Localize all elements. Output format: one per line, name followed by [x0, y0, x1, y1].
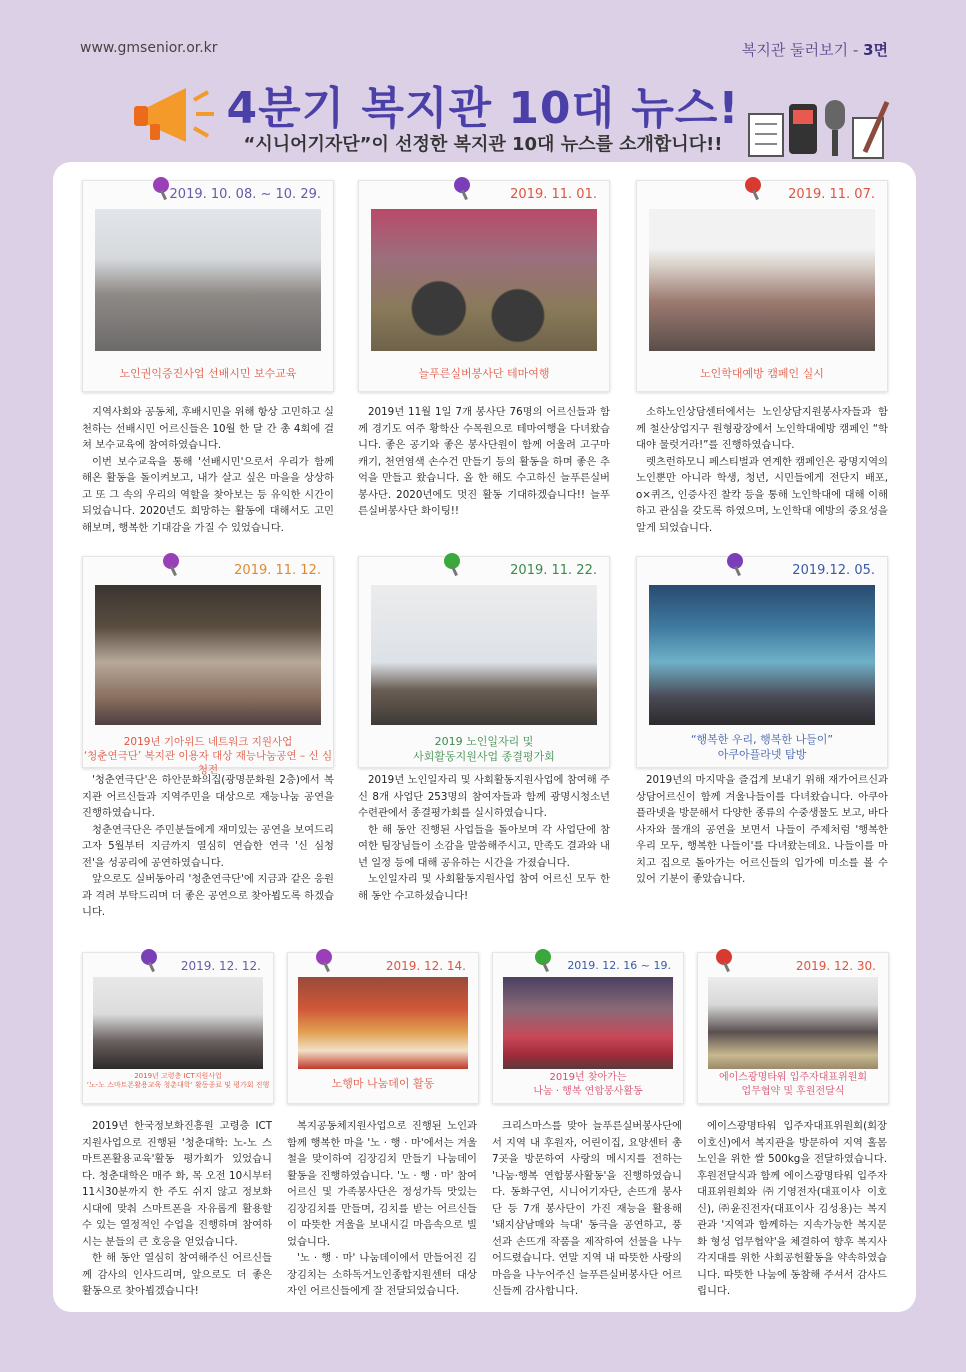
news-body-1: 지역사회와 공동체, 후배시민을 위해 항상 고민하고 실천하는 선배시민 어르신들은 10월 한 달 간 총 4회에 걸쳐 보수교육에 참여하였습니다. 이번 보수교육을 통해 '선배시민'으로서 우리가 함께 해온 활동을 돌이켜보고, 내가 살고 싶은 마을을 상상하고 또 그 속의 우리의 역할을 찾아보는 등 유익한 시간이 되었습니다. 2020년도 희망하는 활동에 대해서도 고민해보며, 행복한 기대감을 가질 수 있었습니다.	[82, 406, 334, 534]
page-title: 4분기 복지관 10대 뉴스!	[226, 83, 740, 134]
news-caption: 2019년 고령층 ICT지원사업 ‘노-노 스마트폰활용교육 청춘대학’ 활동종료 및 평가회 진행	[86, 1072, 270, 1090]
news-date: 2019. 11. 01.	[510, 187, 597, 202]
news-date: 2019. 12. 16 ~ 19.	[567, 959, 671, 972]
news-card-8	[287, 952, 479, 1104]
news-date: 2019. 12. 14.	[385, 959, 466, 973]
section-label: 복지관 둘러보기 - 3면	[741, 41, 888, 59]
pin-icon	[535, 949, 551, 965]
news-card-7	[82, 952, 274, 1104]
pin-icon	[316, 949, 332, 965]
news-card-9	[492, 952, 684, 1104]
news-photo	[95, 209, 321, 351]
news-photo	[298, 977, 468, 1069]
news-caption: 노행마 나눔데이 활동	[331, 1077, 435, 1090]
pin-icon	[727, 553, 743, 569]
news-photo	[95, 585, 321, 725]
news-caption: “행복한 우리, 행복한 나들이” 아쿠아플라넷 탐방	[690, 733, 834, 761]
news-body-5: 2019년 노인일자리 및 사회활동지원사업에 참여해 주신 8개 사업단 253명의 참여자들과 함께 광명시청소년수련관에서 종결평가회를 실시하였습니다. 한 해 동안 진행된 사업들을 돌아보며 각 사업단에 참여한 팀장님들이 소감을 말씀해주시고, 만족도 결과와 내년 일정 등에 대해 공유하는 시간을 가졌습니다. 노인일자리 및 사회활동지원사업 참여 어르신 모두 한 해 동안 수고하셨습니다!	[358, 774, 610, 902]
page-number: 3면	[863, 41, 888, 59]
news-card-10	[697, 952, 889, 1104]
news-photo	[371, 585, 597, 725]
pin-icon	[716, 949, 732, 965]
page-subtitle: “시니어기자단”이 선정한 복지관 10대 뉴스를 소개합니다!!	[243, 134, 723, 155]
news-date: 2019.12. 05.	[792, 563, 875, 578]
news-photo	[649, 209, 875, 351]
news-caption: 에이스광명타워 입주자대표위원회 업무협약 및 후원전달식	[718, 1072, 868, 1097]
news-caption: 2019년 찾아가는 나눔 · 행복 연합봉사활동	[533, 1072, 643, 1097]
news-body-8: 복지공동체지원사업으로 진행된 노인과 함께 행복한 마을 '노 · 행 · 마'에서는 겨울철을 맞이하여 김장김치 만들기 나눔데이 활동을 진행하였습니다. '노 · 행 · 마' 참여 어르신 및 가족봉사단은 정성가득 맛있는 김장김치를 만들며, 김치를 받는 어르신들이 따뜻한 겨울을 보내시길 마음속으로 빌었습니다. '노 · 행 · 마' 나눔데이에서 만들어진 김장김치는 소하독거노인종합지원센터 대상자인 어르신들에게 잘 전달되었습니다.	[287, 1120, 477, 1297]
news-body-3: 소하노인상담센터에서는 노인상담지원봉사자들과 함께 철산상업지구 원형광장에서 노인학대예방 캠페인 “학대야 물럿거라!”를 진행하였습니다. 렛츠런하모니 페스티벌과 연계한 캠페인은 광명지역의 노인뿐만 아니라 학생, 청년, 시민들에게 전단지 배포, o×퀴즈, 인증사진 찰칵 등을 통해 노인학대에 대해 이해하고 관심을 갖도록 하였으며, 노인학대 예방의 중요성을 알게 되었습니다.	[636, 406, 888, 534]
news-photo	[503, 977, 673, 1069]
site-url: www.gmsenior.or.kr	[80, 40, 218, 56]
news-card-6	[636, 556, 888, 768]
news-caption: 2019 노인일자리 및 사회활동지원사업 종결평가회	[413, 735, 555, 763]
news-card-2	[358, 180, 610, 392]
news-date: 2019. 11. 22.	[510, 563, 597, 578]
news-date: 2019. 12. 30.	[795, 959, 876, 973]
news-caption: 늘푸른실버봉사단 테마여행	[418, 367, 550, 380]
pin-icon	[153, 177, 169, 193]
news-icons-decoration	[745, 92, 905, 162]
news-card-3	[636, 180, 888, 392]
news-photo	[93, 977, 263, 1069]
news-photo	[371, 209, 597, 351]
pin-icon	[745, 177, 761, 193]
pin-icon	[444, 553, 460, 569]
news-caption: 노인권익증진사업 선배시민 보수교육	[119, 367, 297, 380]
news-date: 2019. 10. 08. ~ 10. 29.	[169, 187, 321, 202]
news-photo	[649, 585, 875, 725]
pin-icon	[141, 949, 157, 965]
news-caption: 노인학대예방 캠페인 실시	[700, 367, 824, 380]
news-body-6: 2019년의 마지막을 즐겁게 보내기 위해 재가어르신과 상담어르신이 함께 겨울나들이를 다녀왔습니다. 아쿠아플라넷을 방문해서 다양한 종류의 수중생물도 보고, 바다사자와 물개의 공연을 보면서 나들이 주제처럼 '행복한 우리 모두, 행복한 나들이'를 다녀왔는데요. 나들이를 마치고 집으로 돌아가는 어르신들의 입가에 미소를 볼 수 있어 기분이 좋았습니다.	[636, 774, 888, 885]
pin-icon	[454, 177, 470, 193]
news-body-7: 2019년 한국정보화진흥원 고령층 ICT 지원사업으로 진행된 '청춘대학: 노-노 스마트폰활용교육'활동 평가회가 있었습니다. 청춘대학은 매주 화, 목 오전 10시부터 11시30분까지 한 주도 쉬지 않고 정보화시대에 맞춰 스마트폰을 자유롭게 활용할 수 있는 열정적인 수업을 진행하며 참여하시는 분들의 큰 호응을 얻었습니다. 한 해 동안 열심히 참여해주신 어르신들께 감사의 인사드리며, 앞으로도 더 좋은 활동으로 찾아뵙겠습니다!	[82, 1120, 272, 1297]
news-card-1	[82, 180, 334, 392]
news-caption: 2019년 기아위드 네트워크 지원사업 ‘청춘연극단’ 복지관 이용자 대상 재능나눔공연 – 신 심청전	[83, 736, 333, 777]
news-body-4: '청춘연극단'은 하안문화의집(광명문화원 2층)에서 복지관 어르신들과 지역주민을 대상으로 재능나눔 공연을 진행하였습니다. 청춘연극단은 주민분들에게 재미있는 공연을 보여드리고자 5월부터 지금까지 열심히 연습한 연극 '신 심청전'을 성공리에 공연하였습니다. 앞으로도 실버동아리 '청춘연극단'에 지금과 같은 응원과 격려 부탁드리며 더 좋은 공연으로 찾아뵙도록 하겠습니다.	[82, 774, 334, 918]
news-body-10: 에이스광명타워 입주자대표위원회(회장 이호신)에서 복지관을 방문하여 지역 홀몸노인을 위한 쌀 500kg을 전달하였습니다. 후원전달식과 함께 에이스광명타워 입주자대표위원회와 ㈜기영전자(대표이사 이호신), ㈜윤진전자(대표이사 김성용)는 복지관과 '지역과 함께하는 지속가능한 복지문화 형성 업무협약'을 체결하여 향후 복지사각지대를 위한 사회공헌활동을 약속하였습니다. 따뜻한 나눔에 동참해 주셔서 감사드립니다.	[697, 1120, 887, 1297]
news-date: 2019. 11. 07.	[788, 187, 875, 202]
news-body-2: 2019년 11월 1일 7개 봉사단 76명의 어르신들과 함께 경기도 여주 황학산 수목원으로 테마여행을 다녀왔습니다. 좋은 공기와 좋은 봉사단원이 함께 어울려 고구마캐기, 천연염색 손수건 만들기 등의 활동을 하며 좋은 추억을 만들고 왔습니다. 올 한 해도 수고하신 늘푸른실버봉사단. 2020년에도 멋진 활동 기대하겠습니다!! 늘푸른실버봉사단 화이팅!!	[358, 406, 610, 517]
pin-icon	[163, 553, 179, 569]
news-card-5	[358, 556, 610, 768]
news-card-4	[82, 556, 334, 777]
news-body-9: 크리스마스를 맞아 늘푸른실버봉사단에서 지역 내 후원자, 어린이집, 요양센터 총 7곳을 방문하여 사랑의 메시지를 전하는 '나눔·행복 연합봉사활동'을 진행하였습니다. 동화구연, 시니어기자단, 손뜨개 봉사단 등 7개 봉사단이 가진 재능을 활용해 '돼지삼남매와 늑대' 동극을 공연하고, 풍선과 손뜨개 작품을 제작하여 선물을 나누어드렸습니다. 연말 지역 내 따뜻한 사랑의 마음을 나누어주신 늘푸른실버봉사단 어르신들께 감사합니다.	[492, 1120, 682, 1297]
news-date: 2019. 11. 12.	[234, 563, 321, 578]
news-photo	[708, 977, 878, 1069]
news-date: 2019. 12. 12.	[180, 959, 261, 973]
